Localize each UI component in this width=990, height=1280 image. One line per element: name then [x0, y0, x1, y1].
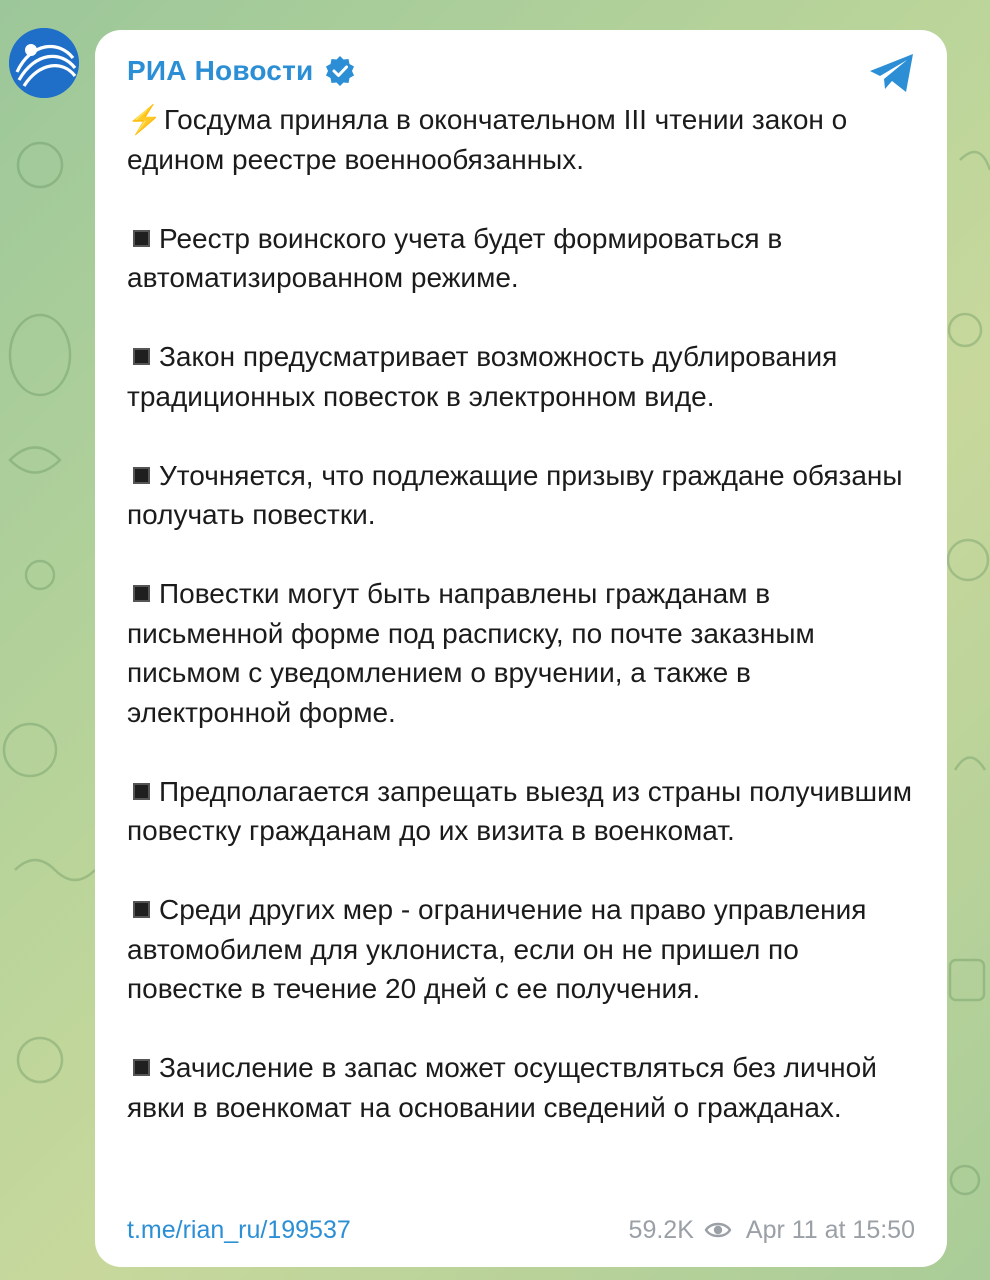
black-square-icon [133, 230, 150, 247]
list-item [127, 574, 917, 732]
headline-paragraph [127, 100, 917, 179]
black-square-icon [133, 467, 150, 484]
black-square-icon [133, 348, 150, 365]
channel-name[interactable]: РИА Новости [127, 55, 314, 86]
list-item [127, 337, 917, 416]
ria-logo-icon[interactable] [9, 28, 79, 98]
post-link[interactable]: t.me/rian_ru/199537 [127, 1215, 351, 1244]
headline-text: Госдума приняла в окончательном III чтении закон о едином реестре военнообязанных. [127, 104, 848, 175]
bullet-text: Реестр воинского учета будет формироваться в автоматизированном режиме. [127, 222, 783, 293]
view-count: 59.2K [628, 1215, 694, 1244]
message-bubble [95, 30, 947, 1267]
list-item [127, 1048, 917, 1127]
bullet-text: Повестки могут быть направлены гражданам в письменной форме под расписку, по почте заказным письмом с уведомлением о вручении, а также в электронной форме. [127, 578, 815, 728]
verified-badge-icon [325, 56, 355, 86]
timestamp: Apr 11 at 15:50 [745, 1215, 915, 1244]
message-text [127, 100, 917, 1127]
bullet-text: Предполагается запрещать выезд из страны получившим повестку гражданам до их визита в военкомат. [127, 775, 912, 846]
message-header [127, 52, 917, 90]
list-item [127, 456, 917, 535]
bullet-text: Уточняется, что подлежащие призыву граждане обязаны получать повестки. [127, 459, 903, 530]
lightning-icon: ⚡ [127, 104, 162, 135]
telegram-share-icon[interactable] [867, 52, 917, 94]
black-square-icon [133, 585, 150, 602]
list-item [127, 772, 917, 851]
bullet-text: Закон предусматривает возможность дублирования традиционных повесток в электронном виде. [127, 341, 838, 412]
black-square-icon [133, 901, 150, 918]
bullet-text: Среди других мер - ограничение на право управления автомобилем для уклониста, если он не пришел по повестке в течение 20 дней с ее получения. [127, 894, 867, 1004]
eye-icon [704, 1220, 732, 1240]
list-item [127, 890, 917, 1009]
bullet-text: Зачисление в запас может осуществляться без личной явки в военкомат на основании сведений о гражданах. [127, 1052, 877, 1123]
black-square-icon [133, 1059, 150, 1076]
message-footer [127, 1210, 915, 1250]
black-square-icon [133, 783, 150, 800]
list-item [127, 219, 917, 298]
